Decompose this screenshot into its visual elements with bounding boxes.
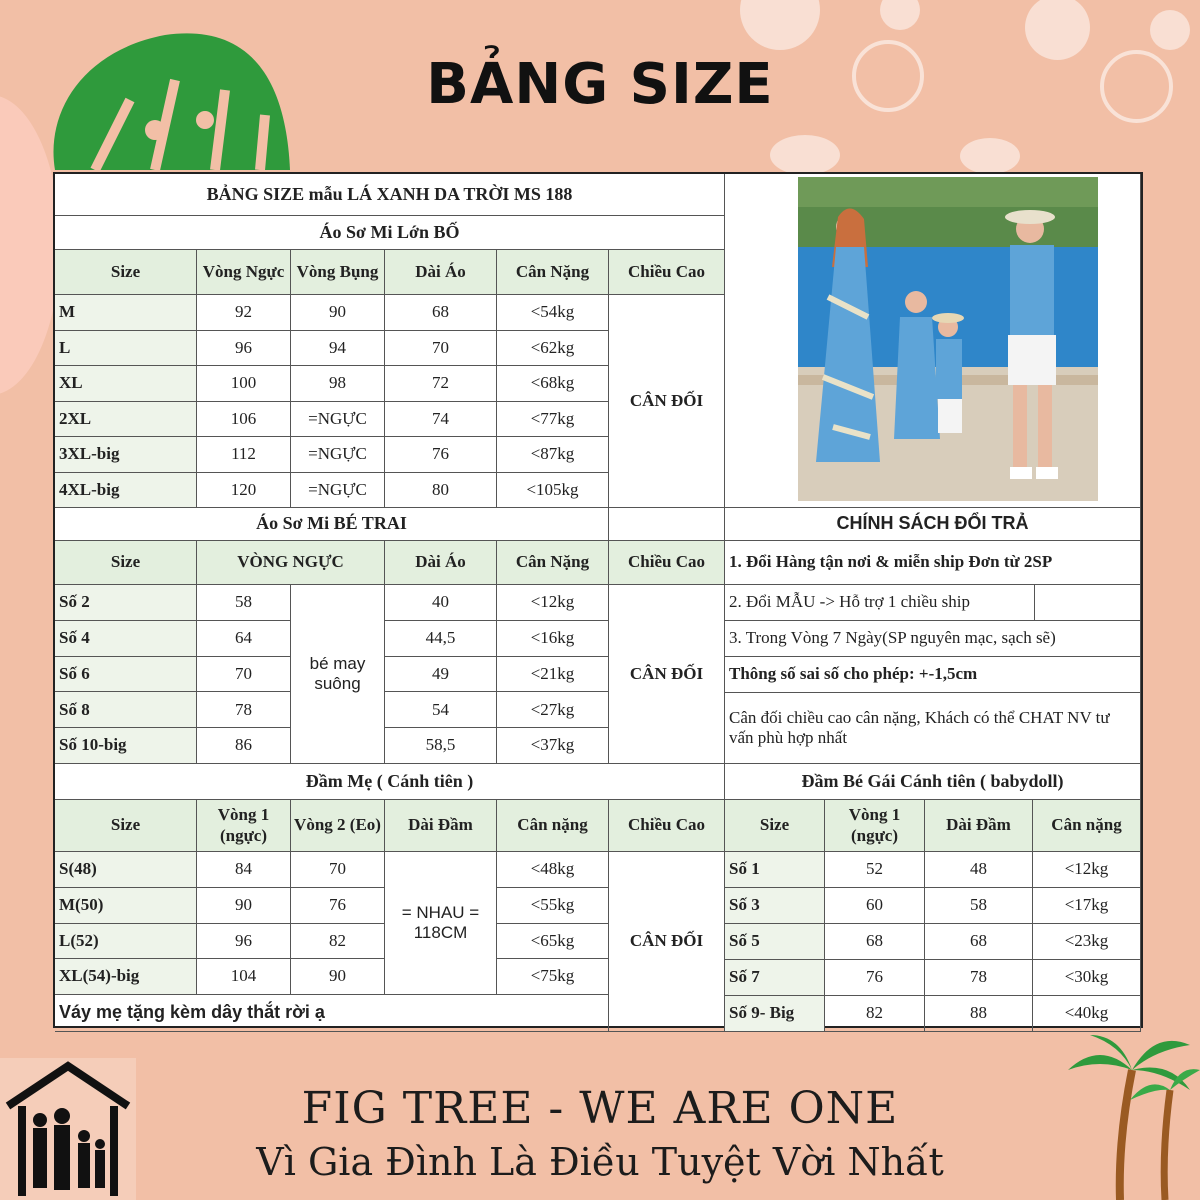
size-label: Số 10-big bbox=[55, 728, 197, 764]
size-label: L(52) bbox=[55, 924, 197, 960]
size-label: L bbox=[55, 331, 197, 367]
table-cell: 96 bbox=[197, 331, 291, 367]
table-cell: <62kg bbox=[497, 331, 609, 367]
table-cell: <77kg bbox=[497, 402, 609, 438]
header-cell: Cân Nặng bbox=[497, 541, 609, 585]
deco-circle bbox=[1150, 10, 1190, 50]
header-cell: Vòng 2 (Eo) bbox=[291, 800, 385, 852]
deco-circle bbox=[960, 138, 1020, 174]
header-cell: Size bbox=[725, 800, 825, 852]
size-label: Số 6 bbox=[55, 657, 197, 693]
table-cell: <37kg bbox=[497, 728, 609, 764]
slogan: Vì Gia Đình Là Điều Tuyệt Vời Nhất bbox=[256, 1140, 944, 1184]
header-cell: Dài Áo bbox=[385, 541, 497, 585]
table-cell: 76 bbox=[291, 888, 385, 924]
size-label: XL(54)-big bbox=[55, 959, 197, 995]
header-cell: Cân nặng bbox=[1033, 800, 1141, 852]
deco-circle bbox=[770, 135, 840, 175]
table-cell: 120 bbox=[197, 473, 291, 509]
table-cell: <30kg bbox=[1033, 960, 1141, 996]
size-label: XL bbox=[55, 366, 197, 402]
size-label: Số 5 bbox=[725, 924, 825, 960]
table-cell: 112 bbox=[197, 437, 291, 473]
size-label: Số 3 bbox=[725, 888, 825, 924]
table-cell: 48 bbox=[925, 852, 1033, 888]
table-cell: 70 bbox=[291, 852, 385, 888]
table-cell: <21kg bbox=[497, 657, 609, 693]
table-cell: 78 bbox=[197, 692, 291, 728]
length-note: = NHAU = 118CM bbox=[385, 852, 497, 995]
table-cell: 68 bbox=[925, 924, 1033, 960]
table-cell: 58 bbox=[925, 888, 1033, 924]
gift-note: Váy mẹ tặng kèm dây thắt rời ạ bbox=[55, 995, 609, 1032]
table-cell: 52 bbox=[825, 852, 925, 888]
table-cell: 98 bbox=[291, 366, 385, 402]
size-label: M(50) bbox=[55, 888, 197, 924]
header-cell: Vòng Ngực bbox=[197, 250, 291, 295]
table-cell: 100 bbox=[197, 366, 291, 402]
table-cell: 90 bbox=[291, 295, 385, 331]
header-cell: Chiều Cao bbox=[609, 250, 725, 295]
size-label: Số 9- Big bbox=[725, 996, 825, 1032]
table-cell: <55kg bbox=[497, 888, 609, 924]
table-cell: <16kg bbox=[497, 621, 609, 657]
header-cell: Vòng 1 (ngực) bbox=[197, 800, 291, 852]
size-label: Số 2 bbox=[55, 585, 197, 621]
section-title-boy-shirt: Áo Sơ Mi BÉ TRAI bbox=[55, 508, 609, 541]
header-cell: Cân nặng bbox=[497, 800, 609, 852]
header-cell: Dài Đầm bbox=[925, 800, 1033, 852]
header-cell: Chiều Cao bbox=[609, 800, 725, 852]
size-label: 2XL bbox=[55, 402, 197, 438]
table-cell: <17kg bbox=[1033, 888, 1141, 924]
header-cell: Dài Áo bbox=[385, 250, 497, 295]
table-cell: 94 bbox=[291, 331, 385, 367]
table-cell: 104 bbox=[197, 959, 291, 995]
table-cell: =NGỰC bbox=[291, 473, 385, 509]
policy-item: 3. Trong Vòng 7 Ngày(SP nguyên mạc, sạch sẽ) bbox=[725, 621, 1141, 657]
empty-cell bbox=[609, 508, 725, 541]
policy-item: Cân đối chiều cao cân nặng, Khách có thể CHAT NV tư vấn phù hợp nhất bbox=[725, 693, 1141, 764]
policy-title: CHÍNH SÁCH ĐỔI TRẢ bbox=[725, 508, 1141, 541]
table-cell: 76 bbox=[385, 437, 497, 473]
table-cell: <68kg bbox=[497, 366, 609, 402]
table-cell: <54kg bbox=[497, 295, 609, 331]
table-cell: 40 bbox=[385, 585, 497, 621]
table-cell: 78 bbox=[925, 960, 1033, 996]
size-label: M bbox=[55, 295, 197, 331]
size-label: Số 8 bbox=[55, 692, 197, 728]
table-cell: <27kg bbox=[497, 692, 609, 728]
table-cell: <75kg bbox=[497, 959, 609, 995]
size-label: Số 4 bbox=[55, 621, 197, 657]
table-cell: <23kg bbox=[1033, 924, 1141, 960]
section-title-mom-dress: Đầm Mẹ ( Cánh tiên ) bbox=[55, 764, 725, 800]
size-label: Số 7 bbox=[725, 960, 825, 996]
table-cell: 82 bbox=[291, 924, 385, 960]
table-cell: 82 bbox=[825, 996, 925, 1032]
table-cell: 68 bbox=[385, 295, 497, 331]
table-cell: 44,5 bbox=[385, 621, 497, 657]
family-photo bbox=[798, 177, 1098, 501]
empty-cell bbox=[1035, 585, 1141, 621]
chart-title: BẢNG SIZE mẫu LÁ XANH DA TRỜI MS 188 bbox=[55, 174, 725, 216]
table-cell: 106 bbox=[197, 402, 291, 438]
table-cell: 88 bbox=[925, 996, 1033, 1032]
table-cell: 90 bbox=[291, 959, 385, 995]
table-cell: <48kg bbox=[497, 852, 609, 888]
table-cell: 49 bbox=[385, 657, 497, 693]
table-cell: 92 bbox=[197, 295, 291, 331]
height-note: CÂN ĐỐI bbox=[609, 585, 725, 764]
table-cell: 80 bbox=[385, 473, 497, 509]
header-cell: Size bbox=[55, 800, 197, 852]
section-title-girl-dress: Đầm Bé Gái Cánh tiên ( babydoll) bbox=[725, 764, 1141, 800]
table-cell: 54 bbox=[385, 692, 497, 728]
header-cell: VÒNG NGỰC bbox=[197, 541, 385, 585]
page-title: BẢNG SIZE bbox=[426, 52, 774, 117]
table-cell: <105kg bbox=[497, 473, 609, 509]
table-cell: <87kg bbox=[497, 437, 609, 473]
fit-note: bé may suông bbox=[291, 585, 385, 764]
header-cell: Dài Đầm bbox=[385, 800, 497, 852]
table-cell: 84 bbox=[197, 852, 291, 888]
policy-item: Thông số sai số cho phép: +-1,5cm bbox=[725, 657, 1141, 693]
table-cell: <12kg bbox=[1033, 852, 1141, 888]
table-cell: 58 bbox=[197, 585, 291, 621]
table-cell: 72 bbox=[385, 366, 497, 402]
table-cell: 68 bbox=[825, 924, 925, 960]
table-cell: 74 bbox=[385, 402, 497, 438]
table-cell: =NGỰC bbox=[291, 437, 385, 473]
policy-item: 1. Đổi Hàng tận nơi & miễn ship Đơn từ 2SP bbox=[725, 541, 1141, 585]
header-cell: Size bbox=[55, 541, 197, 585]
size-label: 4XL-big bbox=[55, 473, 197, 509]
section-title-adult-shirt: Áo Sơ Mi Lớn BỐ bbox=[55, 216, 725, 250]
table-cell: <65kg bbox=[497, 924, 609, 960]
deco-circle bbox=[740, 0, 820, 50]
brand-name: FIG TREE - WE ARE ONE bbox=[301, 1083, 899, 1134]
height-note: CÂN ĐỐI bbox=[609, 852, 725, 1032]
table-cell: 60 bbox=[825, 888, 925, 924]
height-note: CÂN ĐỐI bbox=[609, 295, 725, 508]
table-cell: <40kg bbox=[1033, 996, 1141, 1032]
table-cell: =NGỰC bbox=[291, 402, 385, 438]
table-cell: 86 bbox=[197, 728, 291, 764]
header-cell: Size bbox=[55, 250, 197, 295]
size-label: S(48) bbox=[55, 852, 197, 888]
header-cell: Vòng 1 (ngực) bbox=[825, 800, 925, 852]
table-cell: 64 bbox=[197, 621, 291, 657]
deco-circle bbox=[880, 0, 920, 30]
table-cell: 76 bbox=[825, 960, 925, 996]
table-cell: 70 bbox=[385, 331, 497, 367]
header-cell: Chiều Cao bbox=[609, 541, 725, 585]
header-cell: Cân Nặng bbox=[497, 250, 609, 295]
deco-circle bbox=[1025, 0, 1090, 60]
policy-item: 2. Đổi MẪU -> Hỗ trợ 1 chiều ship bbox=[725, 585, 1035, 621]
table-cell: 90 bbox=[197, 888, 291, 924]
table-cell: 58,5 bbox=[385, 728, 497, 764]
size-label: Số 1 bbox=[725, 852, 825, 888]
header-cell: Vòng Bụng bbox=[291, 250, 385, 295]
table-cell: <12kg bbox=[497, 585, 609, 621]
table-cell: 70 bbox=[197, 657, 291, 693]
table-cell: 96 bbox=[197, 924, 291, 960]
size-label: 3XL-big bbox=[55, 437, 197, 473]
